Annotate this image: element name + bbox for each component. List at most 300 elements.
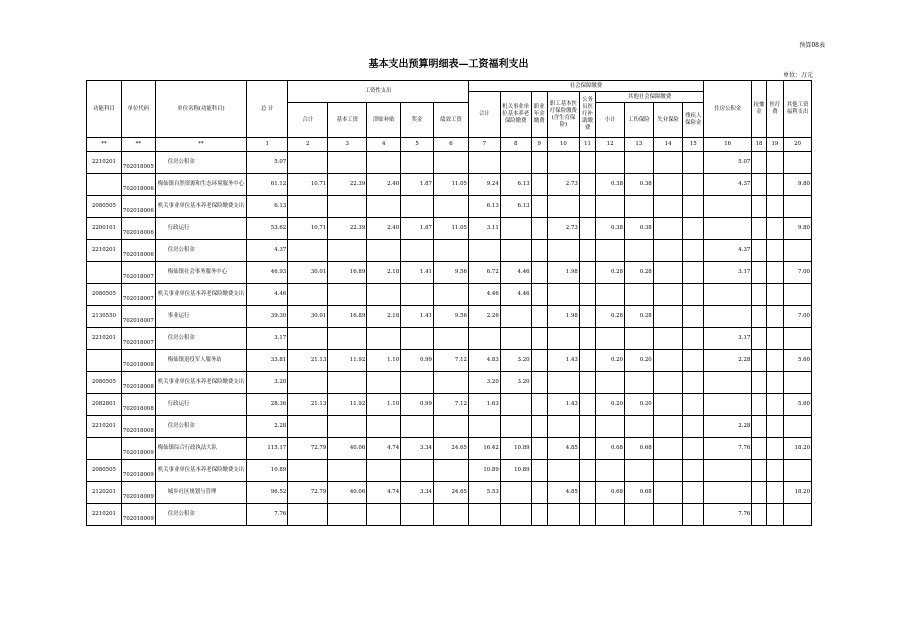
unit-name-cell: 住房公积金 — [155, 152, 246, 174]
value-cell: 11.92 — [328, 394, 367, 416]
value-cell — [468, 240, 500, 262]
value-cell: 1.41 — [401, 262, 434, 284]
value-cell — [547, 328, 579, 350]
value-cell — [328, 416, 367, 438]
value-cell: 11.05 — [433, 218, 468, 240]
unit-name-cell: 行政运行 — [155, 394, 246, 416]
value-cell — [624, 504, 653, 526]
value-cell: 6.13 — [468, 196, 500, 218]
unit-code-cell: 702018008 — [121, 350, 155, 372]
value-cell — [683, 284, 704, 306]
value-cell — [704, 460, 752, 482]
unit-code-cell: 702018007 — [121, 306, 155, 328]
value-cell: 2.28 — [704, 416, 752, 438]
value-cell — [328, 372, 367, 394]
value-cell — [500, 328, 531, 350]
page-title: 基本支出预算明细表—工资福利支出 — [368, 59, 529, 70]
value-cell — [624, 284, 653, 306]
value-cell — [579, 196, 595, 218]
value-cell — [752, 504, 766, 526]
unit-code-cell: 702018006 — [121, 174, 155, 196]
value-cell: 1.10 — [367, 394, 401, 416]
value-cell: 7.76 — [704, 438, 752, 460]
value-cell: 5.07 — [247, 152, 288, 174]
value-cell — [547, 504, 579, 526]
value-cell: 0.20 — [596, 350, 625, 372]
value-cell — [784, 152, 812, 174]
func-code-cell: 2210201 — [87, 504, 122, 526]
value-cell — [531, 306, 547, 328]
header-medical: 职工基本医疗保险缴费(含生育保险) — [547, 92, 579, 138]
value-cell: 0.38 — [624, 218, 653, 240]
value-cell — [752, 394, 766, 416]
column-index-cell: 19 — [766, 138, 783, 152]
value-cell — [624, 196, 653, 218]
header-wage-subtotal: 合计 — [288, 103, 328, 138]
value-cell — [784, 372, 812, 394]
unit-code-cell: 702018009 — [121, 460, 155, 482]
header-civil-medical: 公务员医疗补助缴费 — [579, 92, 595, 138]
value-cell — [766, 504, 783, 526]
value-cell — [401, 416, 434, 438]
value-cell — [766, 218, 783, 240]
func-code-cell: 2080505 — [87, 372, 122, 394]
table-row — [87, 504, 812, 526]
table-body — [87, 152, 812, 526]
value-cell: 7.76 — [247, 504, 288, 526]
value-cell: 9.80 — [784, 218, 812, 240]
value-cell — [766, 438, 783, 460]
value-cell — [288, 328, 328, 350]
value-cell — [433, 196, 468, 218]
value-cell — [288, 196, 328, 218]
value-cell — [367, 240, 401, 262]
unit-code-cell: 702018009 — [121, 482, 155, 504]
column-index-row — [87, 138, 812, 152]
value-cell — [596, 240, 625, 262]
value-cell — [624, 240, 653, 262]
value-cell: 9.56 — [433, 262, 468, 284]
header-allowance: 津贴补贴 — [367, 103, 401, 138]
value-cell — [579, 438, 595, 460]
value-cell — [766, 240, 783, 262]
column-index-cell: 9 — [531, 138, 547, 152]
table-row — [87, 350, 812, 372]
value-cell — [752, 372, 766, 394]
header-survivor: 抚恤金 — [752, 81, 766, 138]
value-cell — [500, 306, 531, 328]
value-cell — [288, 284, 328, 306]
value-cell — [596, 328, 625, 350]
unit-name-cell: 事业运行 — [155, 306, 246, 328]
value-cell — [653, 504, 683, 526]
value-cell: 30.01 — [288, 306, 328, 328]
value-cell: 2.40 — [367, 174, 401, 196]
value-cell — [683, 174, 704, 196]
value-cell — [704, 482, 752, 504]
value-cell — [596, 152, 625, 174]
value-cell: 24.65 — [433, 438, 468, 460]
value-cell — [752, 328, 766, 350]
table-number-label: 预算08表 — [799, 42, 825, 49]
value-cell: 16.42 — [468, 438, 500, 460]
func-code-cell: 2210201 — [87, 152, 122, 174]
unit-code-cell: 702018008 — [121, 394, 155, 416]
header-bonus: 奖金 — [401, 103, 434, 138]
budget-table — [86, 80, 812, 526]
value-cell — [683, 262, 704, 284]
value-cell: 4.46 — [500, 284, 531, 306]
value-cell — [401, 240, 434, 262]
header-housing: 住房公积金 — [704, 81, 752, 138]
value-cell — [547, 240, 579, 262]
value-cell — [683, 152, 704, 174]
value-cell: 2.73 — [547, 174, 579, 196]
value-cell — [468, 416, 500, 438]
value-cell — [704, 196, 752, 218]
value-cell: 6.13 — [247, 196, 288, 218]
value-cell — [328, 460, 367, 482]
value-cell — [531, 262, 547, 284]
value-cell — [596, 196, 625, 218]
value-cell — [784, 196, 812, 218]
header-social-group: 社会保障缴费 — [468, 81, 703, 92]
value-cell — [328, 152, 367, 174]
func-code-cell: 2080505 — [87, 196, 122, 218]
value-cell: 1.98 — [547, 306, 579, 328]
unit-name-cell: 梅仙镇自然资源和生态环境服务中心 — [155, 174, 246, 196]
header-unit-name: 单位名称(功能科目) — [155, 81, 246, 138]
value-cell — [752, 262, 766, 284]
header-other-welfare: 其他工资福利支出 — [784, 81, 812, 138]
value-cell — [579, 218, 595, 240]
value-cell: 61.12 — [247, 174, 288, 196]
value-cell — [752, 350, 766, 372]
value-cell — [579, 416, 595, 438]
value-cell — [752, 438, 766, 460]
unit-name-cell: 机关事业单位基本养老保险缴费支出 — [155, 284, 246, 306]
value-cell — [547, 284, 579, 306]
column-index-cell: 8 — [500, 138, 531, 152]
value-cell: 3.34 — [401, 482, 434, 504]
table-row — [87, 152, 812, 174]
header-other-social-group: 其他社会保障缴费 — [596, 92, 704, 103]
value-cell — [579, 306, 595, 328]
value-cell — [531, 174, 547, 196]
value-cell — [704, 306, 752, 328]
value-cell: 11.92 — [328, 350, 367, 372]
value-cell: 4.74 — [367, 438, 401, 460]
value-cell: 21.13 — [288, 350, 328, 372]
value-cell — [752, 174, 766, 196]
value-cell: 2.26 — [468, 306, 500, 328]
value-cell — [547, 460, 579, 482]
value-cell — [288, 504, 328, 526]
value-cell — [367, 152, 401, 174]
unit-code-cell: 702018007 — [121, 284, 155, 306]
value-cell — [367, 460, 401, 482]
unit-code-cell: 702018006 — [121, 240, 155, 262]
value-cell: 1.43 — [547, 394, 579, 416]
value-cell — [579, 372, 595, 394]
value-cell: 3.17 — [704, 262, 752, 284]
value-cell — [288, 240, 328, 262]
value-cell — [367, 372, 401, 394]
value-cell: 3.20 — [500, 350, 531, 372]
value-cell — [653, 460, 683, 482]
value-cell — [500, 394, 531, 416]
table-row — [87, 394, 812, 416]
value-cell — [683, 504, 704, 526]
value-cell — [328, 240, 367, 262]
value-cell: 0.20 — [624, 350, 653, 372]
value-cell — [752, 284, 766, 306]
value-cell: 0.28 — [624, 306, 653, 328]
value-cell — [784, 328, 812, 350]
value-cell — [500, 240, 531, 262]
value-cell: 0.68 — [624, 482, 653, 504]
value-cell: 2.28 — [247, 416, 288, 438]
unit-name-cell: 梅仙镇社会事务服务中心 — [155, 262, 246, 284]
value-cell — [367, 284, 401, 306]
unit-code-cell: 702018006 — [121, 196, 155, 218]
value-cell — [401, 460, 434, 482]
value-cell: 3.20 — [500, 372, 531, 394]
value-cell — [433, 240, 468, 262]
table-row — [87, 416, 812, 438]
value-cell — [683, 372, 704, 394]
value-cell: 46.93 — [247, 262, 288, 284]
value-cell: 7.00 — [784, 306, 812, 328]
value-cell: 10.71 — [288, 174, 328, 196]
value-cell: 7.76 — [704, 504, 752, 526]
value-cell — [433, 372, 468, 394]
value-cell — [784, 240, 812, 262]
value-cell — [367, 504, 401, 526]
value-cell — [367, 328, 401, 350]
value-cell: 0.28 — [596, 262, 625, 284]
value-cell: 2.73 — [547, 218, 579, 240]
value-cell: 5.53 — [468, 482, 500, 504]
value-cell — [596, 460, 625, 482]
value-cell — [683, 394, 704, 416]
value-cell — [433, 284, 468, 306]
value-cell: 4.46 — [500, 262, 531, 284]
value-cell — [766, 196, 783, 218]
header-annuity: 职业年金缴费 — [531, 92, 547, 138]
unit-name-cell: 机关事业单位基本养老保险缴费支出 — [155, 460, 246, 482]
value-cell: 5.60 — [784, 350, 812, 372]
value-cell — [531, 460, 547, 482]
func-code-cell — [87, 438, 122, 460]
value-cell — [784, 504, 812, 526]
value-cell: 0.99 — [401, 350, 434, 372]
value-cell — [766, 350, 783, 372]
value-cell — [579, 174, 595, 196]
value-cell — [704, 284, 752, 306]
value-cell — [531, 504, 547, 526]
value-cell — [433, 416, 468, 438]
value-cell — [531, 350, 547, 372]
column-index-cell: ** — [155, 138, 246, 152]
value-cell — [624, 152, 653, 174]
value-cell — [531, 218, 547, 240]
value-cell: 28.36 — [247, 394, 288, 416]
value-cell: 5.60 — [784, 394, 812, 416]
unit-name-cell: 住房公积金 — [155, 328, 246, 350]
table-row — [87, 460, 812, 482]
value-cell: 1.63 — [468, 394, 500, 416]
value-cell — [401, 372, 434, 394]
value-cell: 1.10 — [367, 350, 401, 372]
unit-code-cell: 702018007 — [121, 262, 155, 284]
value-cell — [752, 196, 766, 218]
value-cell: 4.85 — [547, 438, 579, 460]
value-cell — [531, 394, 547, 416]
value-cell — [531, 328, 547, 350]
value-cell — [653, 416, 683, 438]
value-cell: 3.17 — [704, 328, 752, 350]
value-cell: 3.34 — [401, 438, 434, 460]
value-cell: 10.89 — [247, 460, 288, 482]
unit-name-cell: 梅仙镇综合行政执法大队 — [155, 438, 246, 460]
value-cell — [766, 306, 783, 328]
unit-name-cell: 住房公积金 — [155, 416, 246, 438]
unit-code-cell: 702018006 — [121, 218, 155, 240]
value-cell: 4.46 — [468, 284, 500, 306]
value-cell — [683, 438, 704, 460]
unit-name-cell: 住房公积金 — [155, 504, 246, 526]
value-cell — [468, 152, 500, 174]
header-merit-pay: 绩效工资 — [433, 103, 468, 138]
value-cell — [288, 416, 328, 438]
value-cell: 4.83 — [468, 350, 500, 372]
func-code-cell: 2080505 — [87, 460, 122, 482]
func-code-cell: 2130550 — [87, 306, 122, 328]
unit-code-cell: 702018008 — [121, 372, 155, 394]
value-cell: 22.39 — [328, 218, 367, 240]
unit-code-cell: 702018009 — [121, 504, 155, 526]
value-cell: 18.20 — [784, 438, 812, 460]
value-cell — [531, 372, 547, 394]
value-cell — [624, 416, 653, 438]
value-cell — [579, 482, 595, 504]
func-code-cell: 2120201 — [87, 482, 122, 504]
value-cell — [500, 416, 531, 438]
value-cell — [500, 218, 531, 240]
value-cell: 7.00 — [784, 262, 812, 284]
column-index-cell: 3 — [328, 138, 367, 152]
value-cell — [766, 284, 783, 306]
value-cell: 2.40 — [367, 218, 401, 240]
header-medical-fee: 医疗费 — [766, 81, 783, 138]
value-cell — [328, 196, 367, 218]
value-cell — [401, 152, 434, 174]
column-index-cell: 1 — [247, 138, 288, 152]
value-cell — [766, 482, 783, 504]
func-code-cell — [87, 350, 122, 372]
value-cell: 7.12 — [433, 394, 468, 416]
column-index-cell: 10 — [547, 138, 579, 152]
value-cell: 96.52 — [247, 482, 288, 504]
header-other-subtotal: 小计 — [596, 103, 625, 138]
column-index-cell: 6 — [433, 138, 468, 152]
value-cell — [766, 460, 783, 482]
value-cell — [683, 416, 704, 438]
value-cell — [531, 416, 547, 438]
value-cell: 4.85 — [547, 482, 579, 504]
func-code-cell: 2210201 — [87, 416, 122, 438]
value-cell — [704, 218, 752, 240]
value-cell — [653, 196, 683, 218]
value-cell — [547, 416, 579, 438]
value-cell: 9.24 — [468, 174, 500, 196]
value-cell — [704, 372, 752, 394]
value-cell — [784, 284, 812, 306]
table-row — [87, 218, 812, 240]
value-cell — [531, 196, 547, 218]
value-cell — [653, 218, 683, 240]
value-cell — [328, 504, 367, 526]
value-cell — [579, 328, 595, 350]
value-cell — [579, 240, 595, 262]
value-cell — [766, 394, 783, 416]
value-cell — [596, 416, 625, 438]
value-cell: 1.87 — [401, 218, 434, 240]
value-cell: 4.74 — [367, 482, 401, 504]
value-cell — [579, 152, 595, 174]
unit-code-cell: 702018007 — [121, 328, 155, 350]
value-cell — [328, 284, 367, 306]
value-cell — [683, 350, 704, 372]
value-cell — [766, 328, 783, 350]
value-cell — [653, 328, 683, 350]
value-cell — [683, 306, 704, 328]
value-cell — [683, 196, 704, 218]
header-unemployment: 失业保险 — [653, 103, 683, 138]
value-cell — [653, 174, 683, 196]
value-cell: 1.43 — [547, 350, 579, 372]
value-cell — [531, 284, 547, 306]
value-cell — [766, 152, 783, 174]
unit-name-cell: 梅仙镇退役军人服务站 — [155, 350, 246, 372]
func-code-cell: 2200101 — [87, 218, 122, 240]
value-cell — [683, 482, 704, 504]
value-cell — [468, 504, 500, 526]
value-cell: 4.37 — [704, 240, 752, 262]
value-cell: 6.13 — [500, 174, 531, 196]
value-cell — [500, 152, 531, 174]
value-cell — [653, 152, 683, 174]
header-disability: 残疾人保险金 — [683, 103, 704, 138]
value-cell — [752, 218, 766, 240]
value-cell — [500, 482, 531, 504]
unit-name-cell: 行政运行 — [155, 218, 246, 240]
table-row — [87, 284, 812, 306]
func-code-cell: 2210201 — [87, 328, 122, 350]
func-code-cell — [87, 262, 122, 284]
value-cell — [653, 482, 683, 504]
value-cell: 9.56 — [433, 306, 468, 328]
table-row — [87, 306, 812, 328]
unit-label: 单位：万元 — [782, 72, 813, 79]
value-cell — [531, 438, 547, 460]
column-index-cell: ** — [121, 138, 155, 152]
value-cell: 0.99 — [401, 394, 434, 416]
value-cell — [624, 328, 653, 350]
unit-name-cell: 住房公积金 — [155, 240, 246, 262]
value-cell: 4.46 — [247, 284, 288, 306]
